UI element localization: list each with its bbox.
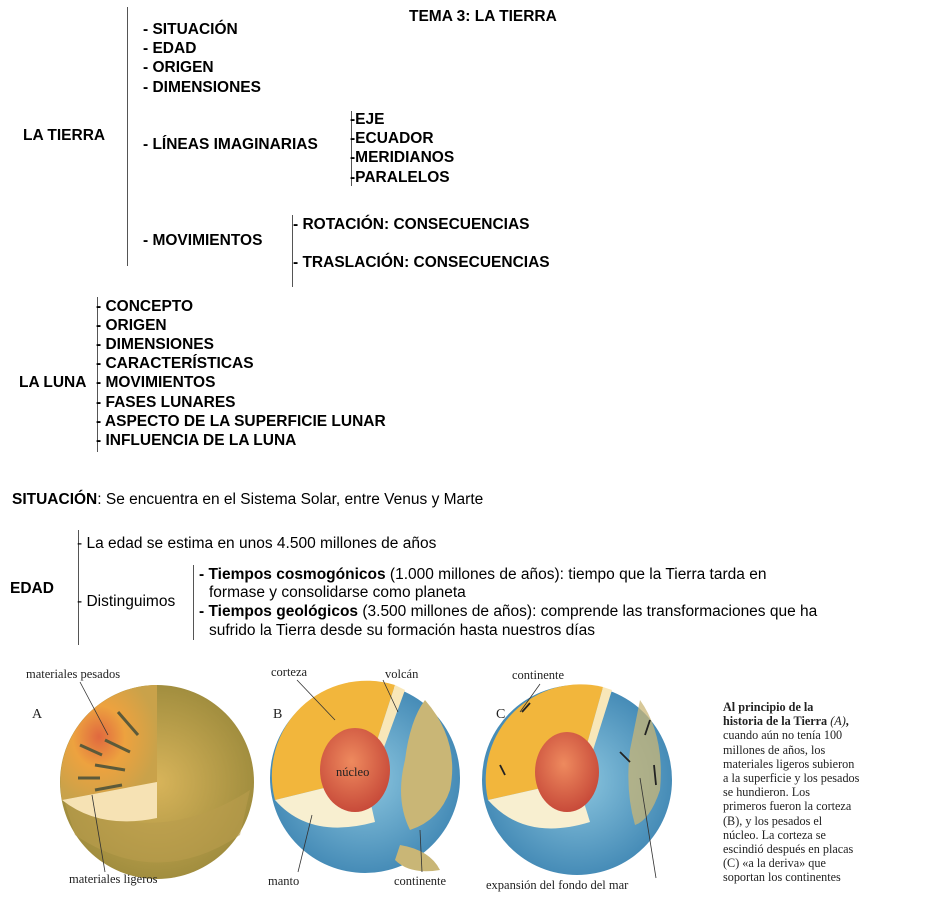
label-continente-b: continente: [394, 874, 447, 888]
geologicos-line2: sufrido la Tierra desde su formación hasta nuestros días: [209, 622, 595, 639]
core-c: [535, 732, 599, 812]
label-materiales-ligeros: materiales ligeros: [69, 872, 158, 886]
luna-aspecto: - ASPECTO DE LA SUPERFICIE LUNAR: [96, 413, 386, 430]
caption-line: primeros fueron la corteza: [723, 799, 852, 814]
luna-dimensiones: - DIMENSIONES: [96, 336, 214, 353]
geologicos-term: - Tiempos geológicos: [199, 603, 359, 620]
globe-c: [482, 684, 672, 875]
luna-concepto: - CONCEPTO: [96, 298, 194, 315]
edad-label: EDAD: [10, 580, 54, 597]
caption-line: escindió después en placas: [723, 842, 854, 857]
caption-line: materiales ligeros subieron: [723, 756, 855, 771]
tierra-item-edad: - EDAD: [143, 40, 197, 57]
luna-fases: - FASES LUNARES: [96, 394, 236, 411]
label-expansion: expansión del fondo del mar: [486, 878, 629, 892]
cosmogonicos-line2: formase y consolidarse como planeta: [209, 584, 466, 601]
luna-caracteristicas: - CARACTERÍSTICAS: [96, 355, 254, 372]
tierra-label: LA TIERRA: [23, 127, 106, 144]
luna-origen: - ORIGEN: [96, 317, 167, 334]
cosmogonicos-desc: (1.000 millones de años): tiempo que la Tierra tarda en: [385, 566, 767, 583]
edad-distinguimos: - Distinguimos: [77, 593, 176, 610]
movimientos-rotacion: - ROTACIÓN: CONSECUENCIAS: [293, 216, 530, 233]
label-continente-c: continente: [512, 668, 565, 682]
edad-estimacion: - La edad se estima en unos 4.500 millones de años: [77, 535, 437, 552]
caption-line: cuando aún no tenía 100: [723, 728, 843, 743]
caption-heading: Al principio de la historia de la Tierra (A),: [723, 700, 849, 729]
label-volcan: volcán: [385, 667, 419, 681]
label-a: A: [32, 707, 43, 722]
situacion-text: : Se encuentra en el Sistema Solar, entre Venus y Marte: [97, 491, 484, 508]
caption-line: (B), y los pesados el: [723, 813, 823, 828]
lineas-meridianos: -MERIDIANOS: [350, 149, 455, 166]
lineas-ecuador: -ECUADOR: [350, 130, 434, 147]
figure-caption: [723, 700, 903, 885]
label-b: B: [273, 707, 283, 722]
tierra-item-lineas: - LÍNEAS IMAGINARIAS: [143, 136, 318, 153]
luna-label: LA LUNA: [19, 374, 87, 391]
tierra-item-dimensiones: - DIMENSIONES: [143, 79, 261, 96]
page-title: TEMA 3: LA TIERRA: [409, 8, 557, 25]
tierra-item-situacion: - SITUACIÓN: [143, 21, 238, 38]
label-corteza: corteza: [271, 665, 308, 679]
luna-movimientos: - MOVIMIENTOS: [96, 374, 216, 391]
caption-line: núcleo. La corteza se: [723, 827, 826, 842]
globe-a: [60, 685, 254, 879]
label-nucleo: núcleo: [336, 765, 370, 779]
luna-influencia: - INFLUENCIA DE LA LUNA: [96, 432, 297, 449]
tierra-item-origen: - ORIGEN: [143, 59, 214, 76]
caption-line: millones de años, los: [723, 742, 826, 757]
label-c: C: [496, 707, 506, 722]
label-manto: manto: [268, 874, 300, 888]
caption-line: soportan los continentes: [723, 870, 841, 885]
cosmogonicos-term: - Tiempos cosmogónicos: [199, 566, 386, 583]
caption-line: a la superficie y los pesados: [723, 771, 860, 786]
situacion-label: SITUACIÓN: [12, 491, 98, 508]
lineas-paralelos: -PARALELOS: [350, 169, 450, 186]
caption-line: (C) «a la deriva» que: [723, 856, 826, 871]
label-materiales-pesados: materiales pesados: [26, 667, 121, 681]
lineas-eje: -EJE: [350, 111, 385, 128]
movimientos-traslacion: - TRASLACIÓN: CONSECUENCIAS: [293, 254, 550, 271]
caption-line: se hundieron. Los: [723, 785, 810, 800]
tierra-item-movimientos: - MOVIMIENTOS: [143, 232, 263, 249]
geologicos-desc: (3.500 millones de años): comprende las transformaciones que ha: [358, 603, 818, 620]
